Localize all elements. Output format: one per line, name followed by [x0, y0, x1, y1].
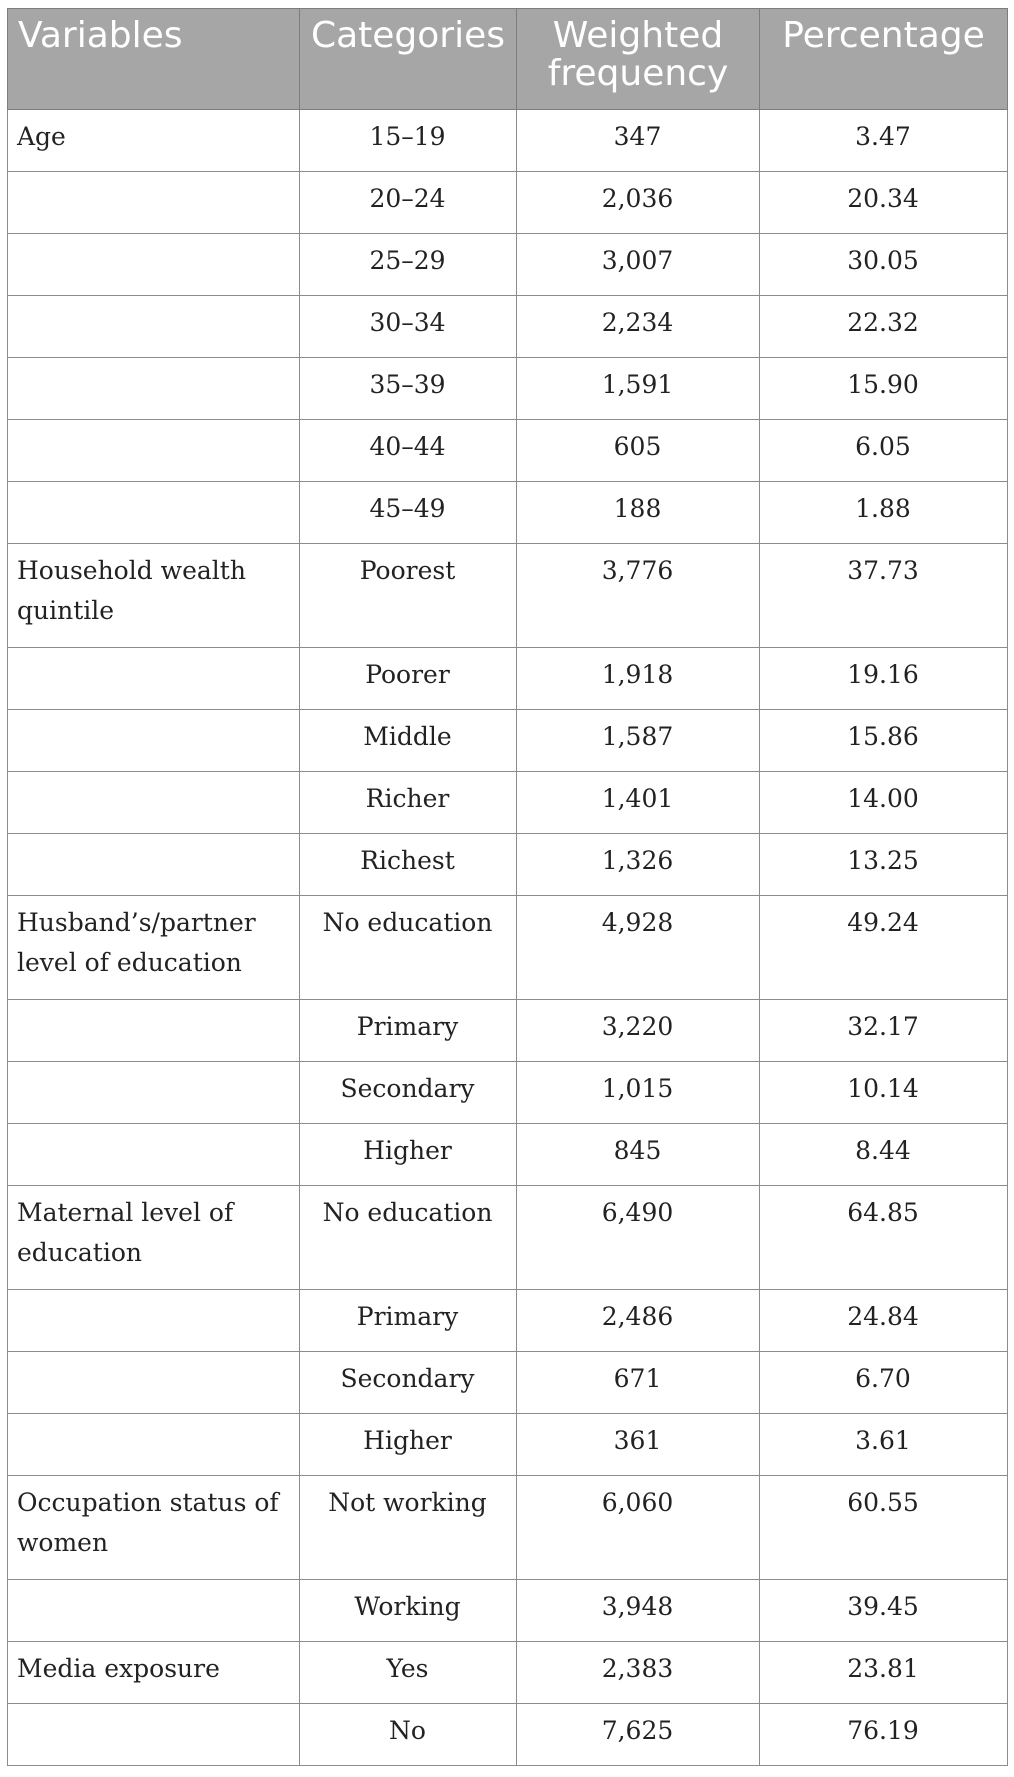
frequency-cell: 361 [517, 1414, 760, 1476]
percentage-cell: 10.14 [760, 1062, 1008, 1124]
frequency-cell: 3,776 [517, 544, 760, 648]
table-row [8, 1704, 1008, 1766]
variable-cell [8, 710, 300, 772]
frequency-cell: 4,928 [517, 896, 760, 1000]
variable-cell: Household wealth quintile [8, 544, 300, 648]
category-cell: Not working [300, 1476, 517, 1580]
variable-cell: Media exposure [8, 1642, 300, 1704]
category-cell: 45–49 [300, 482, 517, 544]
percentage-cell: 1.88 [760, 482, 1008, 544]
category-cell: Primary [300, 1000, 517, 1062]
table-row [8, 234, 1008, 296]
percentage-cell: 3.61 [760, 1414, 1008, 1476]
table-row [8, 1580, 1008, 1642]
frequency-cell: 188 [517, 482, 760, 544]
variable-cell [8, 648, 300, 710]
frequency-cell: 1,015 [517, 1062, 760, 1124]
table-row [8, 110, 1008, 172]
frequency-cell: 2,234 [517, 296, 760, 358]
variable-cell [8, 834, 300, 896]
data-table [7, 8, 1008, 1766]
table-row [8, 1414, 1008, 1476]
frequency-cell: 3,007 [517, 234, 760, 296]
variable-cell: Husband’s/partner level of education [8, 896, 300, 1000]
table-body [8, 110, 1008, 1766]
frequency-cell: 6,490 [517, 1186, 760, 1290]
frequency-cell: 2,036 [517, 172, 760, 234]
table-row [8, 1124, 1008, 1186]
frequency-cell: 1,918 [517, 648, 760, 710]
percentage-cell: 24.84 [760, 1290, 1008, 1352]
percentage-cell: 14.00 [760, 772, 1008, 834]
category-cell: Primary [300, 1290, 517, 1352]
category-cell: Higher [300, 1124, 517, 1186]
variable-cell: Maternal level of education [8, 1186, 300, 1290]
percentage-cell: 13.25 [760, 834, 1008, 896]
variable-cell [8, 1062, 300, 1124]
category-cell: No education [300, 896, 517, 1000]
category-cell: Secondary [300, 1062, 517, 1124]
table-row [8, 1062, 1008, 1124]
category-cell: Poorer [300, 648, 517, 710]
table-row [8, 648, 1008, 710]
percentage-cell: 22.32 [760, 296, 1008, 358]
frequency-cell: 1,326 [517, 834, 760, 896]
percentage-cell: 20.34 [760, 172, 1008, 234]
percentage-cell: 30.05 [760, 234, 1008, 296]
percentage-cell: 39.45 [760, 1580, 1008, 1642]
frequency-cell: 3,220 [517, 1000, 760, 1062]
table-row [8, 1352, 1008, 1414]
variable-cell [8, 482, 300, 544]
percentage-cell: 64.85 [760, 1186, 1008, 1290]
percentage-cell: 8.44 [760, 1124, 1008, 1186]
category-cell: Higher [300, 1414, 517, 1476]
frequency-cell: 347 [517, 110, 760, 172]
variable-cell: Age [8, 110, 300, 172]
variable-cell [8, 772, 300, 834]
header-row [8, 9, 1008, 110]
table-row [8, 896, 1008, 1000]
percentage-cell: 49.24 [760, 896, 1008, 1000]
table-row [8, 296, 1008, 358]
variable-cell [8, 234, 300, 296]
table-row [8, 834, 1008, 896]
percentage-cell: 6.05 [760, 420, 1008, 482]
variable-cell [8, 358, 300, 420]
category-cell: No [300, 1704, 517, 1766]
percentage-cell: 6.70 [760, 1352, 1008, 1414]
frequency-cell: 2,486 [517, 1290, 760, 1352]
frequency-cell: 845 [517, 1124, 760, 1186]
table-row [8, 358, 1008, 420]
percentage-cell: 3.47 [760, 110, 1008, 172]
frequency-cell: 1,401 [517, 772, 760, 834]
category-cell: 15–19 [300, 110, 517, 172]
header-percentage: Percentage [760, 9, 1008, 110]
table-header [8, 9, 1008, 110]
percentage-cell: 15.90 [760, 358, 1008, 420]
percentage-cell: 60.55 [760, 1476, 1008, 1580]
category-cell: 30–34 [300, 296, 517, 358]
frequency-cell: 671 [517, 1352, 760, 1414]
table-row [8, 482, 1008, 544]
variable-cell [8, 1000, 300, 1062]
category-cell: 40–44 [300, 420, 517, 482]
frequency-cell: 3,948 [517, 1580, 760, 1642]
frequency-cell: 2,383 [517, 1642, 760, 1704]
variable-cell [8, 296, 300, 358]
category-cell: 25–29 [300, 234, 517, 296]
variable-cell [8, 1290, 300, 1352]
category-cell: 20–24 [300, 172, 517, 234]
frequency-cell: 1,591 [517, 358, 760, 420]
category-cell: Poorest [300, 544, 517, 648]
percentage-cell: 23.81 [760, 1642, 1008, 1704]
variable-cell [8, 1352, 300, 1414]
table-row [8, 1186, 1008, 1290]
variable-cell [8, 172, 300, 234]
table-row [8, 1642, 1008, 1704]
header-variables: Variables [8, 9, 300, 110]
percentage-cell: 76.19 [760, 1704, 1008, 1766]
category-cell: Yes [300, 1642, 517, 1704]
frequency-cell: 605 [517, 420, 760, 482]
table-row [8, 420, 1008, 482]
category-cell: Middle [300, 710, 517, 772]
variable-cell [8, 1580, 300, 1642]
percentage-cell: 15.86 [760, 710, 1008, 772]
category-cell: Secondary [300, 1352, 517, 1414]
percentage-cell: 32.17 [760, 1000, 1008, 1062]
frequency-cell: 6,060 [517, 1476, 760, 1580]
category-cell: No education [300, 1186, 517, 1290]
category-cell: Working [300, 1580, 517, 1642]
variable-cell: Occupation status of women [8, 1476, 300, 1580]
table-row [8, 1476, 1008, 1580]
header-weighted-frequency: Weighted frequency [517, 9, 760, 110]
table-row [8, 1000, 1008, 1062]
header-categories: Categories [300, 9, 517, 110]
variable-cell [8, 1414, 300, 1476]
percentage-cell: 37.73 [760, 544, 1008, 648]
table-row [8, 772, 1008, 834]
category-cell: Richest [300, 834, 517, 896]
table-row [8, 710, 1008, 772]
category-cell: 35–39 [300, 358, 517, 420]
table-row [8, 544, 1008, 648]
percentage-cell: 19.16 [760, 648, 1008, 710]
category-cell: Richer [300, 772, 517, 834]
table-row [8, 172, 1008, 234]
frequency-cell: 7,625 [517, 1704, 760, 1766]
frequency-cell: 1,587 [517, 710, 760, 772]
table-row [8, 1290, 1008, 1352]
variable-cell [8, 420, 300, 482]
variable-cell [8, 1704, 300, 1766]
variable-cell [8, 1124, 300, 1186]
